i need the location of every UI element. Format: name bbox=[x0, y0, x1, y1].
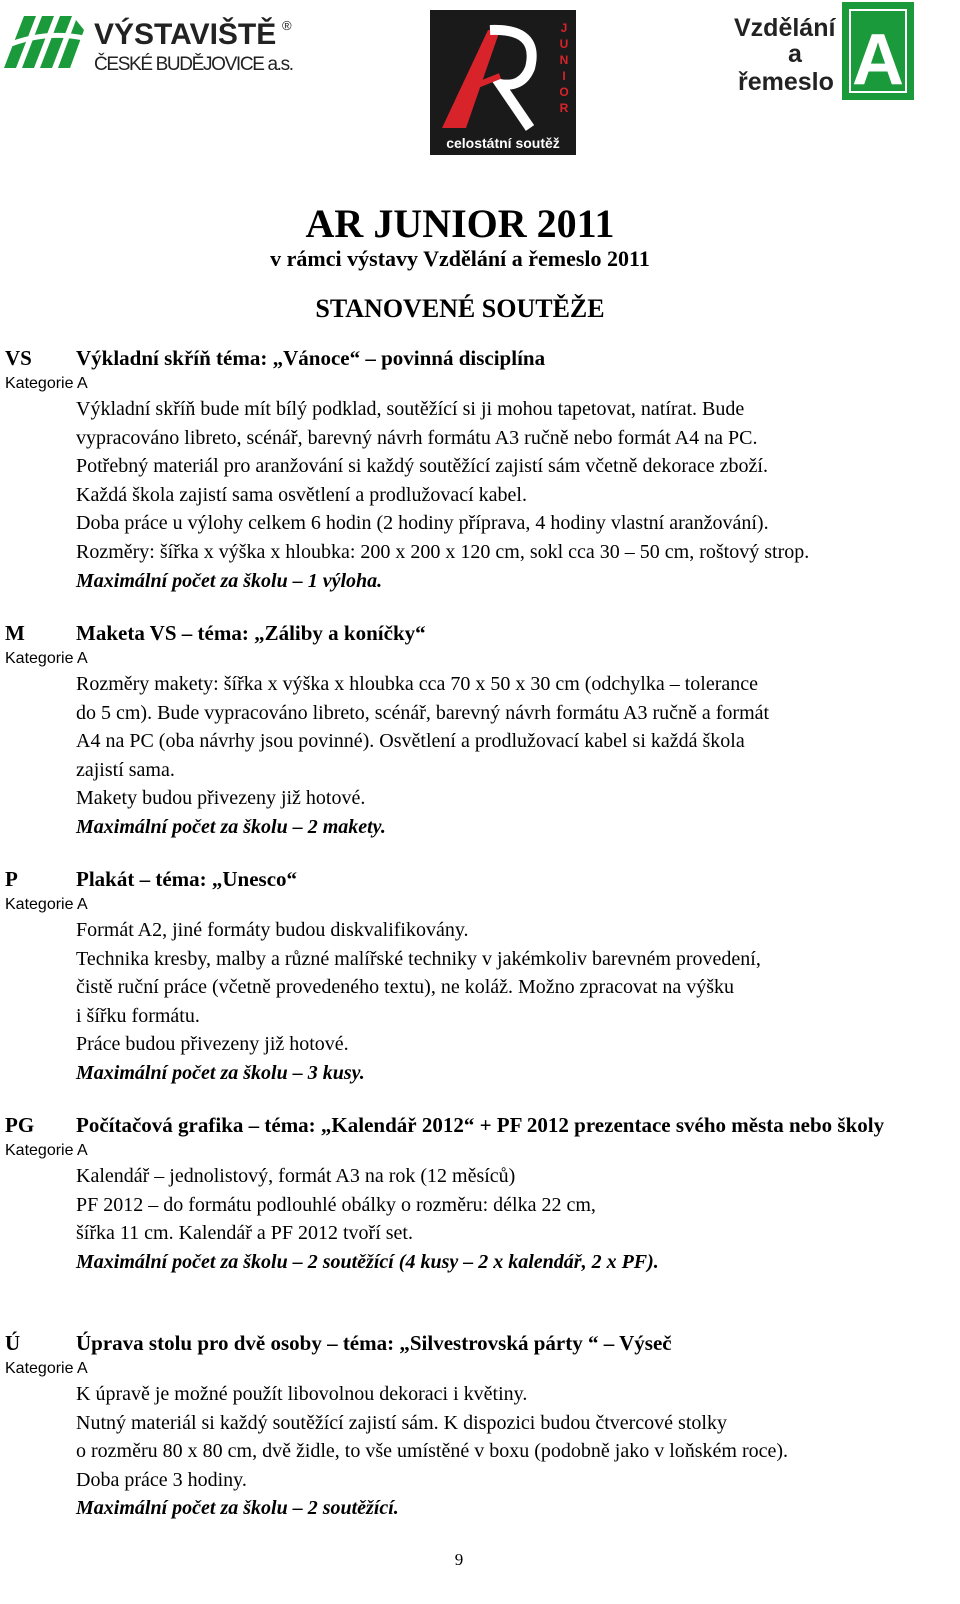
competition-category: Kategorie A bbox=[5, 1142, 88, 1159]
competition-heading bbox=[0, 344, 960, 373]
description-line: Každá škola zajistí sama osvětlení a prodlužovací kabel. bbox=[76, 483, 527, 506]
junior-letter-2: U bbox=[559, 37, 569, 51]
max-count: Maximální počet za školu – 3 kusy. bbox=[76, 1061, 365, 1084]
description-line: Nutný materiál si každý soutěžící zajistí sám. K dispozici budou čtvercové stolky bbox=[76, 1411, 727, 1434]
description-line: PF 2012 – do formátu podlouhlé obálky o rozměru: délka 22 cm, bbox=[76, 1193, 596, 1216]
competition-name: Počítačová grafika – téma: „Kalendář 2012“ + PF 2012 prezentace svého města nebo školy bbox=[76, 1113, 885, 1137]
description-line: Formát A2, jiné formáty budou diskvalifikovány. bbox=[76, 919, 469, 941]
competition-description bbox=[76, 1162, 956, 1276]
vzdelani-remeslo-logo-mark bbox=[732, 2, 916, 102]
competition-description bbox=[76, 916, 956, 1088]
competition-category: Kategorie A bbox=[5, 375, 88, 392]
vystaviste-logo-mark bbox=[4, 8, 304, 78]
max-count: Maximální počet za školu – 2 soutěžící (4 kusy – 2 x kalendář, 2 x PF). bbox=[76, 1250, 659, 1273]
competition-heading bbox=[0, 1111, 960, 1140]
vzdelani-line2: a bbox=[788, 40, 802, 68]
competition-name: Maketa VS – téma: „Záliby a koníčky“ bbox=[76, 621, 426, 645]
description-line: Doba práce 3 hodiny. bbox=[76, 1468, 247, 1491]
description-line: i šířku formátu. bbox=[76, 1004, 200, 1027]
description-line: Rozměry: šířka x výška x hloubka: 200 x 200 x 120 cm, sokl cca 30 – 50 cm, roštový strop. bbox=[76, 540, 810, 563]
competition-code: Ú bbox=[5, 1331, 21, 1355]
ar-logo-caption: celostátní soutěž bbox=[446, 135, 560, 151]
junior-letter-5: O bbox=[559, 85, 569, 99]
description-line: šířka 11 cm. Kalendář a PF 2012 tvoří set. bbox=[76, 1222, 413, 1245]
description-line: Technika kresby, malby a různé malířské techniky v jakémkoliv barevném provedení, bbox=[76, 947, 761, 970]
description-line: Kalendář – jednolistový, formát A3 na rok (12 měsíců) bbox=[76, 1165, 516, 1187]
description-line: Práce budou přivezeny již hotové. bbox=[76, 1033, 349, 1056]
competition-m bbox=[0, 619, 960, 842]
description-line: vypracováno libreto, scénář, barevný návrh formátu A3 ručně nebo formát A4 na PC. bbox=[76, 426, 758, 449]
junior-letter-1: J bbox=[560, 21, 568, 35]
max-count: Maximální počet za školu – 2 soutěžící. bbox=[76, 1497, 399, 1520]
section-title: STANOVENÉ SOUTĚŽE bbox=[315, 294, 605, 323]
competition-name: Plakát – téma: „Unesco“ bbox=[76, 867, 298, 891]
competition-category: Kategorie A bbox=[5, 1360, 88, 1377]
page-title: AR JUNIOR 2011 bbox=[305, 201, 615, 246]
vzdelani-line1: Vzdělání bbox=[734, 14, 836, 42]
description-line: K úpravě je možné použít libovolnou dekoraci i květiny. bbox=[76, 1383, 528, 1405]
description-line: o rozměru 80 x 80 cm, dvě židle, to vše umístěné v boxu (podobně jako v loňském roce). bbox=[76, 1440, 789, 1463]
description-line: Doba práce u výlohy celkem 6 hodin (2 hodiny příprava, 4 hodiny vlastní aranžování). bbox=[76, 512, 769, 535]
description-line: Rozměry makety: šířka x výška x hloubka cca 70 x 50 x 30 cm (odchylka – tolerance bbox=[76, 673, 759, 695]
page-number: 9 bbox=[454, 1550, 464, 1569]
competition-u bbox=[0, 1329, 960, 1523]
vzdelani-remeslo-logo bbox=[732, 2, 916, 102]
competition-category: Kategorie A bbox=[5, 896, 88, 913]
vzdelani-mark-letter: A bbox=[852, 20, 904, 100]
max-count: Maximální počet za školu – 1 výloha. bbox=[76, 569, 383, 592]
competition-description bbox=[76, 395, 956, 595]
vystaviste-logo bbox=[4, 8, 304, 78]
junior-letter-4: I bbox=[562, 69, 566, 83]
max-count: Maximální počet za školu – 2 makety. bbox=[76, 815, 386, 838]
vystaviste-line1: VÝSTAVIŠTĚ bbox=[94, 18, 277, 51]
description-line: čistě ruční práce (včetně provedeného textu), ne koláž. Možno zpracovat na výšku bbox=[76, 976, 735, 999]
competition-vs bbox=[0, 344, 960, 595]
competition-description bbox=[76, 1380, 956, 1523]
ar-junior-logo bbox=[430, 10, 576, 155]
description-line: Výkladní skříň bude mít bílý podklad, soutěžící si ji mohou tapetovat, natírat. Bude bbox=[76, 398, 745, 420]
competition-code: P bbox=[5, 867, 18, 891]
page-subtitle: v rámci výstavy Vzdělání a řemeslo 2011 bbox=[270, 246, 650, 271]
competition-description bbox=[76, 670, 956, 842]
competition-code: VS bbox=[5, 346, 32, 370]
competition-p bbox=[0, 865, 960, 1088]
competition-code: M bbox=[5, 621, 25, 645]
competition-name: Výkladní skříň téma: „Vánoce“ – povinná disciplína bbox=[76, 346, 546, 370]
competition-category: Kategorie A bbox=[5, 650, 88, 667]
ar-junior-logo-mark bbox=[430, 10, 576, 155]
description-line: do 5 cm). Bude vypracováno libreto, scénář, barevný návrh formátu A3 ručně a formát bbox=[76, 701, 770, 724]
description-line: Potřebný materiál pro aranžování si každý soutěžící zajistí sám včetně dekorace zboží. bbox=[76, 455, 768, 478]
competition-heading bbox=[0, 619, 960, 648]
description-line: Makety budou přivezeny již hotové. bbox=[76, 787, 366, 810]
competition-name: Úprava stolu pro dvě osoby – téma: „Silvestrovská párty “ – Výseč bbox=[76, 1331, 672, 1355]
description-line: A4 na PC (oba návrhy jsou povinné). Osvětlení a prodlužovací kabel si každá škola bbox=[76, 730, 745, 753]
competition-heading bbox=[0, 865, 960, 894]
junior-letter-6: R bbox=[559, 101, 569, 115]
registered-mark: ® bbox=[282, 18, 292, 33]
junior-letter-3: N bbox=[559, 53, 569, 67]
competition-code: PG bbox=[5, 1113, 35, 1137]
competition-pg bbox=[0, 1111, 960, 1276]
competition-heading bbox=[0, 1329, 960, 1358]
vzdelani-line3: řemeslo bbox=[738, 68, 834, 96]
description-line: zajistí sama. bbox=[76, 758, 175, 781]
vystaviste-line2: ČESKÉ BUDĚJOVICE a.s. bbox=[94, 54, 294, 75]
